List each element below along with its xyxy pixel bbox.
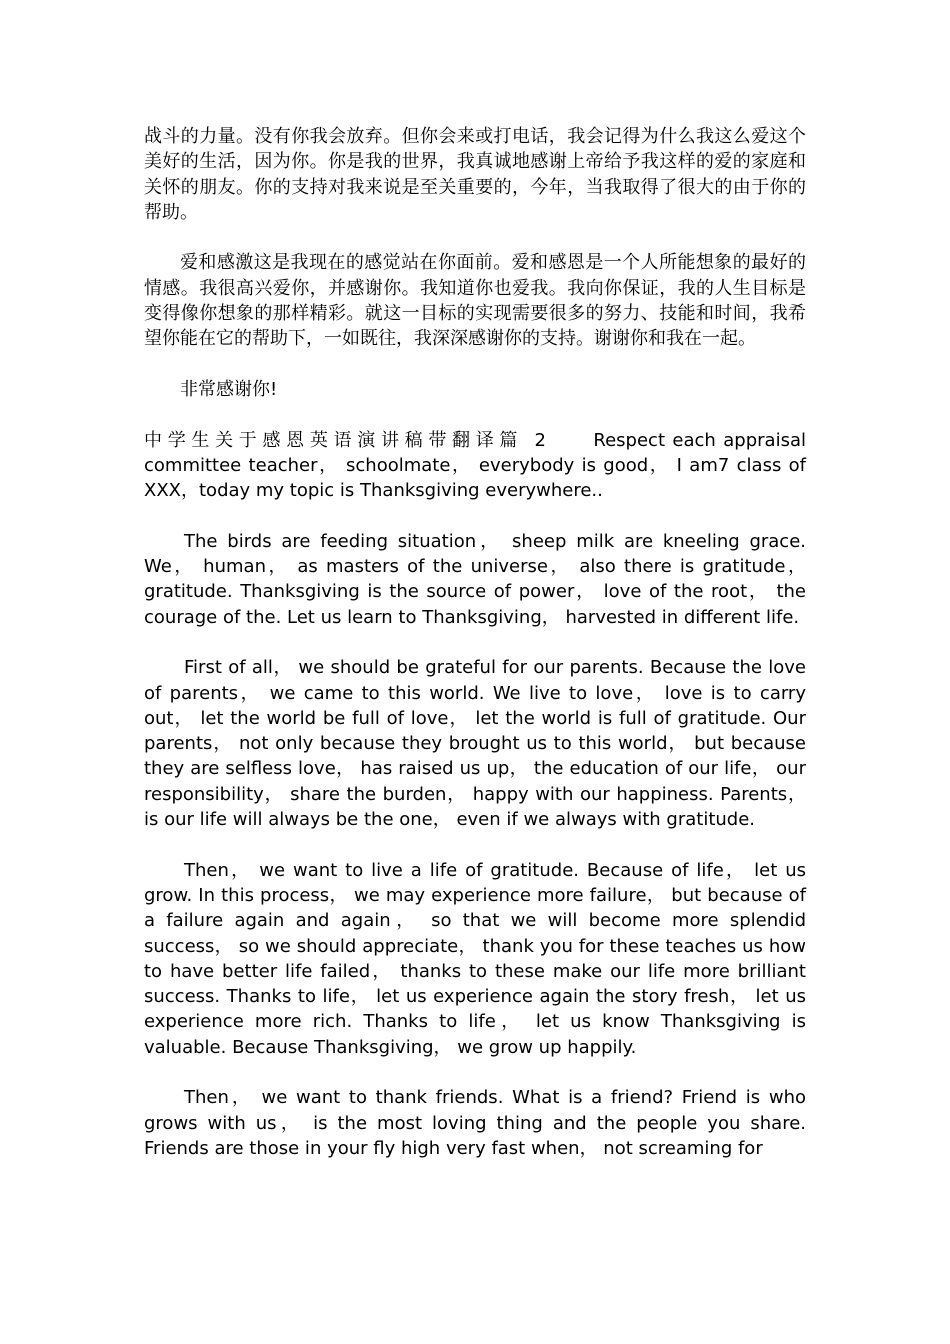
paragraph-2: 爱和感激这是我现在的感觉站在你面前。爱和感恩是一个人所能想象的最好的情感。我很高兴爱你，并感谢你。我知道你也爱我。我向你保证，我的人生目标是变得像你想象的那样精彩。就这一目标的实现需要很多的努力、技能和时间，我希望你能在它的帮助下，一如既往，我深深感谢你的支持。谢谢你和我在一起。: [144, 252, 806, 350]
section-heading: 中学生关于感恩英语演讲稿带翻译篇 2: [144, 429, 550, 451]
section-paragraph: [144, 428, 806, 504]
paragraph-4: The birds are feeding situation， sheep milk are kneeling grace. We， human， as masters of the universe， also there is gratitude， gratitude. Thanksgiving is the source of power， love of the root， the courage of the. Let us learn to Thanksgiving， harvested in different life.: [144, 530, 806, 628]
document-page: [144, 124, 806, 1161]
paragraph-7: Then， we want to thank friends. What is a friend? Friend is who grows with us， is the most loving thing and the people you share. Friends are those in your fly high very fast when， not screaming for: [144, 1087, 806, 1159]
paragraph-1: 战斗的力量。没有你我会放弃。但你会来或打电话，我会记得为什么我这么爱这个美好的生活，因为你。你是我的世界，我真诚地感谢上帝给予我这样的爱的家庭和关怀的朋友。你的支持对我来说是至关重要的，今年，当我取得了很大的由于你的帮助。: [144, 126, 806, 223]
paragraph-5: First of all， we should be grateful for our parents. Because the love of parents， we came to this world. We live to love， love is to carry out， let the world be full of love， let the world is full of gratitude. Our parents， not only because they brought us to this world， but because they are selfless love， has raised us up， the education of our life， our responsibility， share the burden， happy with our happiness. Parents， is our life will always be the one， even if we always with gratitude.: [144, 657, 806, 831]
paragraph-3: 非常感谢你!: [180, 378, 278, 400]
paragraph-6: Then， we want to live a life of gratitude. Because of life， let us grow. In this process， we may experience more failure， but because of a failure again and again， so that we will become more splendid success， so we should appreciate， thank you for these teaches us how to have better life failed， thanks to these make our life more brilliant success. Thanks to life， let us experience again the story fresh， let us experience more rich. Thanks to life， let us know Thanksgiving is valuable. Because Thanksgiving， we grow up happily.: [144, 859, 806, 1058]
section-intro: Respect each appraisal committee teacher， schoolmate， everybody is good， I am7 class of XXX，today my topic is Thanksgiving everywhere..: [144, 429, 806, 502]
